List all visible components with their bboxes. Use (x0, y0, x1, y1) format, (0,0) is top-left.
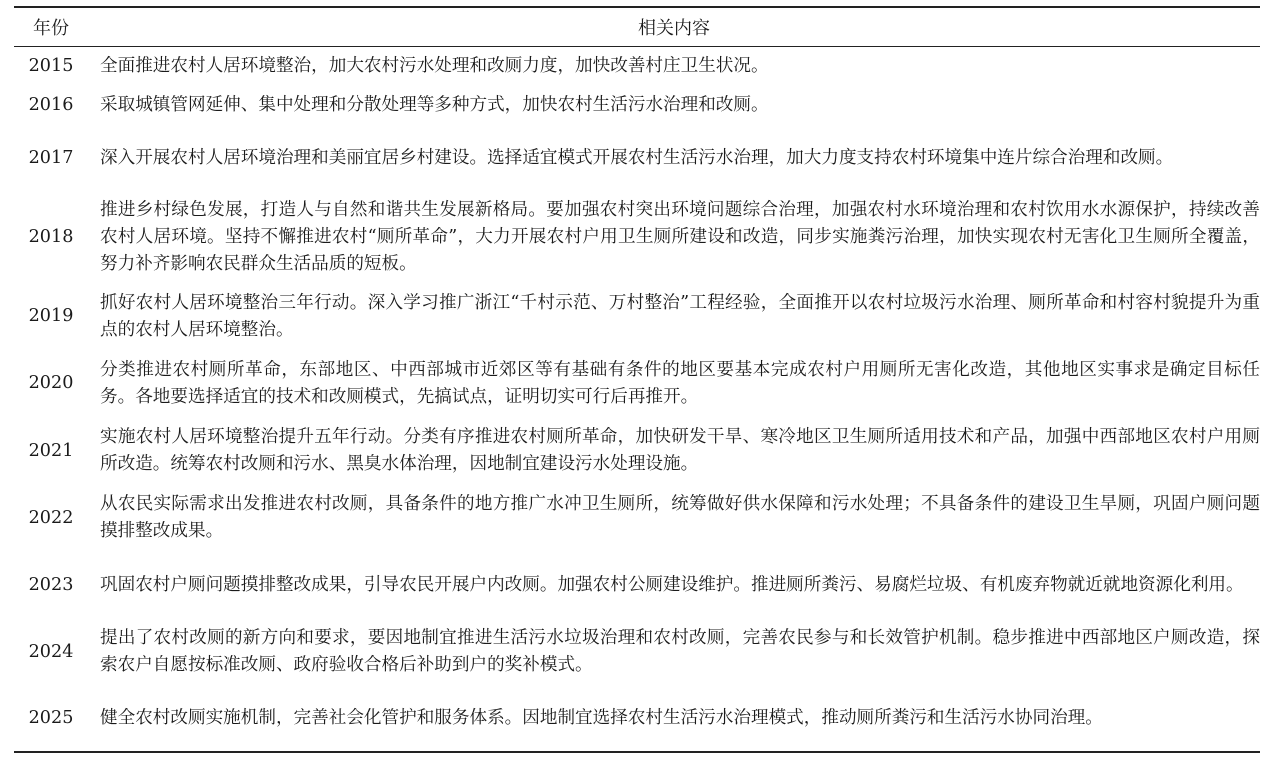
row-content: 健全农村改厕实施机制，完善社会化管护和服务体系。因地制宜选择农村生活污水治理模式，推动厕所粪污和生活污水协同治理。 (100, 707, 1103, 728)
header-row (14, 7, 1260, 47)
row-year: 2023 (28, 574, 74, 595)
table-row (14, 619, 1260, 686)
row-year: 2021 (28, 440, 74, 461)
row-content: 全面推进农村人居环境整治，加大农村污水处理和改厕力度，加快改善村庄卫生状况。 (100, 55, 769, 76)
row-year: 2024 (28, 641, 74, 662)
table-body (14, 47, 1260, 752)
table-row (14, 552, 1260, 619)
row-year: 2019 (28, 306, 74, 326)
table-row (14, 126, 1260, 192)
table-header (14, 7, 1260, 47)
row-content: 抓好农村人居环境整治三年行动。深入学习推广浙江“千村示范、万村整治”工程经验，全面推开以农村垃圾污水治理、厕所革命和村容村貌提升为重点的农村人居环境整治。 (100, 292, 1260, 340)
table-row (14, 192, 1260, 284)
row-year: 2020 (28, 373, 74, 393)
table-row (14, 86, 1260, 126)
table-row (14, 47, 1260, 86)
table-row (14, 284, 1260, 350)
row-content: 提出了农村改厕的新方向和要求，要因地制宜推进生活污水垃圾治理和农村改厕，完善农民参与和长效管护机制。稳步推进中西部地区户厕改造，探索农户自愿按标准改厕、政府验收合格后补助到户的奖补模式。 (100, 628, 1260, 675)
row-year: 2015 (28, 55, 74, 76)
table-row (14, 686, 1260, 752)
row-content: 实施农村人居环境整治提升五年行动。分类有序推进农村厕所革命，加快研发干旱、寒冷地区卫生厕所适用技术和产品，加强中西部地区农村户用厕所改造。统筹农村改厕和污水、黑臭水体治理，因地制宜建设污水处理设施。 (100, 427, 1260, 474)
table-row (14, 485, 1260, 552)
table-row (14, 418, 1260, 485)
table-row (14, 350, 1260, 418)
row-content: 深入开展农村人居环境治理和美丽宜居乡村建设。选择适宜模式开展农村生活污水治理，加大力度支持农村环境集中连片综合治理和改厕。 (100, 148, 1174, 168)
row-content: 推进乡村绿色发展，打造人与自然和谐共生发展新格局。要加强农村突出环境问题综合治理，加强农村水环境治理和农村饮用水水源保护，持续改善农村人居环境。坚持不懈推进农村“厕所革命”，大力开展农村户用卫生厕所建设和改造，同步实施粪污治理，加快实现农村无害化卫生厕所全覆盖，努力补齐影响农民群众生活品质的短板。 (100, 200, 1260, 274)
policy-table (14, 6, 1260, 753)
row-content: 采取城镇管网延伸、集中处理和分散处理等多种方式，加快农村生活污水治理和改厕。 (100, 95, 769, 115)
row-content: 从农民实际需求出发推进农村改厕，具备条件的地方推广水冲卫生厕所，统筹做好供水保障和污水处理；不具备条件的建设卫生旱厕，巩固户厕问题摸排整改成果。 (100, 494, 1260, 541)
row-content: 巩固农村户厕问题摸排整改成果，引导农民开展户内改厕。加强农村公厕建设维护。推进厕所粪污、易腐烂垃圾、有机废弃物就近就地资源化利用。 (100, 574, 1244, 595)
row-year: 2017 (28, 148, 74, 168)
row-year: 2025 (28, 707, 74, 728)
row-year: 2022 (28, 507, 74, 528)
row-year: 2016 (28, 95, 74, 115)
row-content: 分类推进农村厕所革命，东部地区、中西部城市近郊区等有基础有条件的地区要基本完成农村户用厕所无害化改造，其他地区实事求是确定目标任务。各地要选择适宜的技术和改厕模式，先搞试点，证明切实可行后再推开。 (100, 359, 1260, 407)
row-year: 2018 (28, 227, 74, 247)
policy-table-container (14, 6, 1260, 753)
header-year: 年份 (33, 18, 69, 39)
header-content: 相关内容 (638, 18, 710, 39)
